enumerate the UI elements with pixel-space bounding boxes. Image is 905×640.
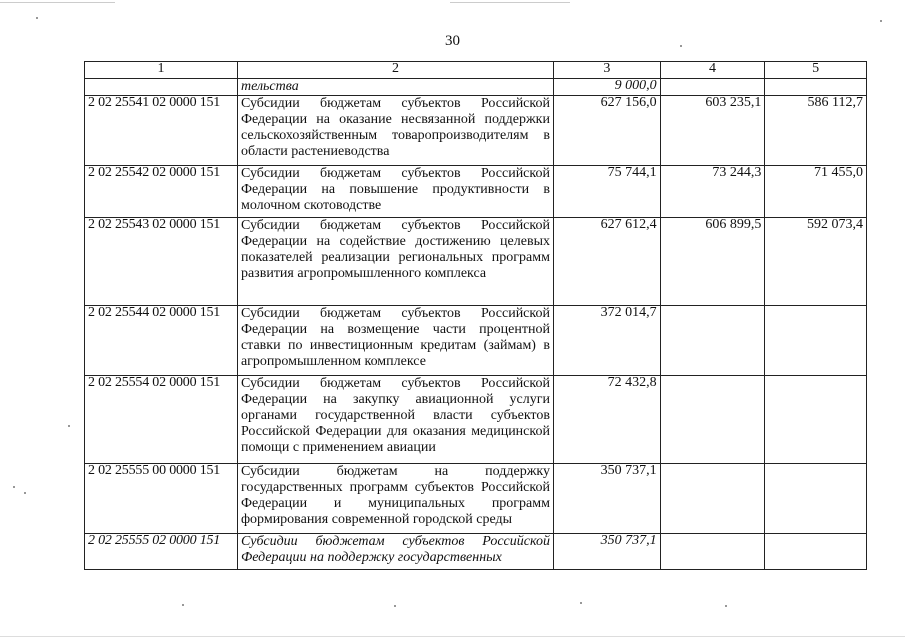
table-row xyxy=(85,96,867,166)
budget-code-cell xyxy=(85,79,238,96)
scan-edge-mark xyxy=(0,2,115,3)
description-cell: тельства xyxy=(237,79,553,96)
value-col4-cell: 73 244,3 xyxy=(660,166,765,218)
value-col3-cell: 9 000,0 xyxy=(553,79,660,96)
column-header: 1 xyxy=(85,62,238,79)
value-col3-cell: 350 737,1 xyxy=(553,464,660,534)
value-col4-cell xyxy=(660,376,765,464)
description-cell: Субсидии бюджетам субъектов Российской Федерации на повышение продуктивности в молочном скотоводстве xyxy=(237,166,553,218)
value-col4-cell xyxy=(660,534,765,570)
description-cell: Субсидии бюджетам субъектов Российской Федерации на возмещение части процентной ставки по инвестиционным кредитам (займам) в агропромышленном комплексе xyxy=(237,306,553,376)
description-cell: Субсидии бюджетам субъектов Российской Федерации на поддержку государственных xyxy=(237,534,553,570)
scan-edge-mark xyxy=(0,636,905,637)
table-row xyxy=(85,79,867,96)
table-header-row xyxy=(85,62,867,79)
value-col5-cell xyxy=(765,79,867,96)
value-col3-cell: 350 737,1 xyxy=(553,534,660,570)
value-col4-cell xyxy=(660,306,765,376)
value-col3-cell: 72 432,8 xyxy=(553,376,660,464)
value-col4-cell xyxy=(660,464,765,534)
description-cell: Субсидии бюджетам субъектов Российской Федерации на закупку авиационной услуги органами государственной власти субъектов Российской Федерации для оказания медицинской помощи с применением авиации xyxy=(237,376,553,464)
value-col3-cell: 372 014,7 xyxy=(553,306,660,376)
value-col5-cell xyxy=(765,464,867,534)
budget-code-cell: 2 02 25555 02 0000 151 xyxy=(85,534,238,570)
column-header: 5 xyxy=(765,62,867,79)
description-cell: Субсидии бюджетам субъектов Российской Федерации на оказание несвязанной поддержки сельскохозяйственным товаропроизводителям в области растениеводства xyxy=(237,96,553,166)
value-col5-cell xyxy=(765,306,867,376)
value-col5-cell: 71 455,0 xyxy=(765,166,867,218)
budget-revenue-table xyxy=(84,61,867,570)
budget-code-cell: 2 02 25541 02 0000 151 xyxy=(85,96,238,166)
description-cell: Субсидии бюджетам на поддержку государственных программ субъектов Российской Федерации и муниципальных программ формирования современной городской среды xyxy=(237,464,553,534)
table-row xyxy=(85,166,867,218)
value-col3-cell: 627 156,0 xyxy=(553,96,660,166)
budget-code-cell: 2 02 25555 00 0000 151 xyxy=(85,464,238,534)
page-number: 30 xyxy=(445,33,460,49)
value-col5-cell xyxy=(765,376,867,464)
column-header: 4 xyxy=(660,62,765,79)
value-col5-cell: 592 073,4 xyxy=(765,218,867,306)
column-header: 3 xyxy=(553,62,660,79)
value-col5-cell: 586 112,7 xyxy=(765,96,867,166)
budget-code-cell: 2 02 25542 02 0000 151 xyxy=(85,166,238,218)
value-col3-cell: 75 744,1 xyxy=(553,166,660,218)
column-header: 2 xyxy=(237,62,553,79)
table-row xyxy=(85,376,867,464)
value-col4-cell: 606 899,5 xyxy=(660,218,765,306)
table-row xyxy=(85,306,867,376)
table-row xyxy=(85,218,867,306)
budget-code-cell: 2 02 25544 02 0000 151 xyxy=(85,306,238,376)
budget-code-cell: 2 02 25554 02 0000 151 xyxy=(85,376,238,464)
value-col5-cell xyxy=(765,534,867,570)
description-cell: Субсидии бюджетам субъектов Российской Федерации на содействие достижению целевых показателей реализации региональных программ развития агропромышленного комплекса xyxy=(237,218,553,306)
scan-edge-mark xyxy=(450,2,570,3)
value-col3-cell: 627 612,4 xyxy=(553,218,660,306)
table-row xyxy=(85,464,867,534)
value-col4-cell: 603 235,1 xyxy=(660,96,765,166)
table-row xyxy=(85,534,867,570)
budget-code-cell: 2 02 25543 02 0000 151 xyxy=(85,218,238,306)
value-col4-cell xyxy=(660,79,765,96)
